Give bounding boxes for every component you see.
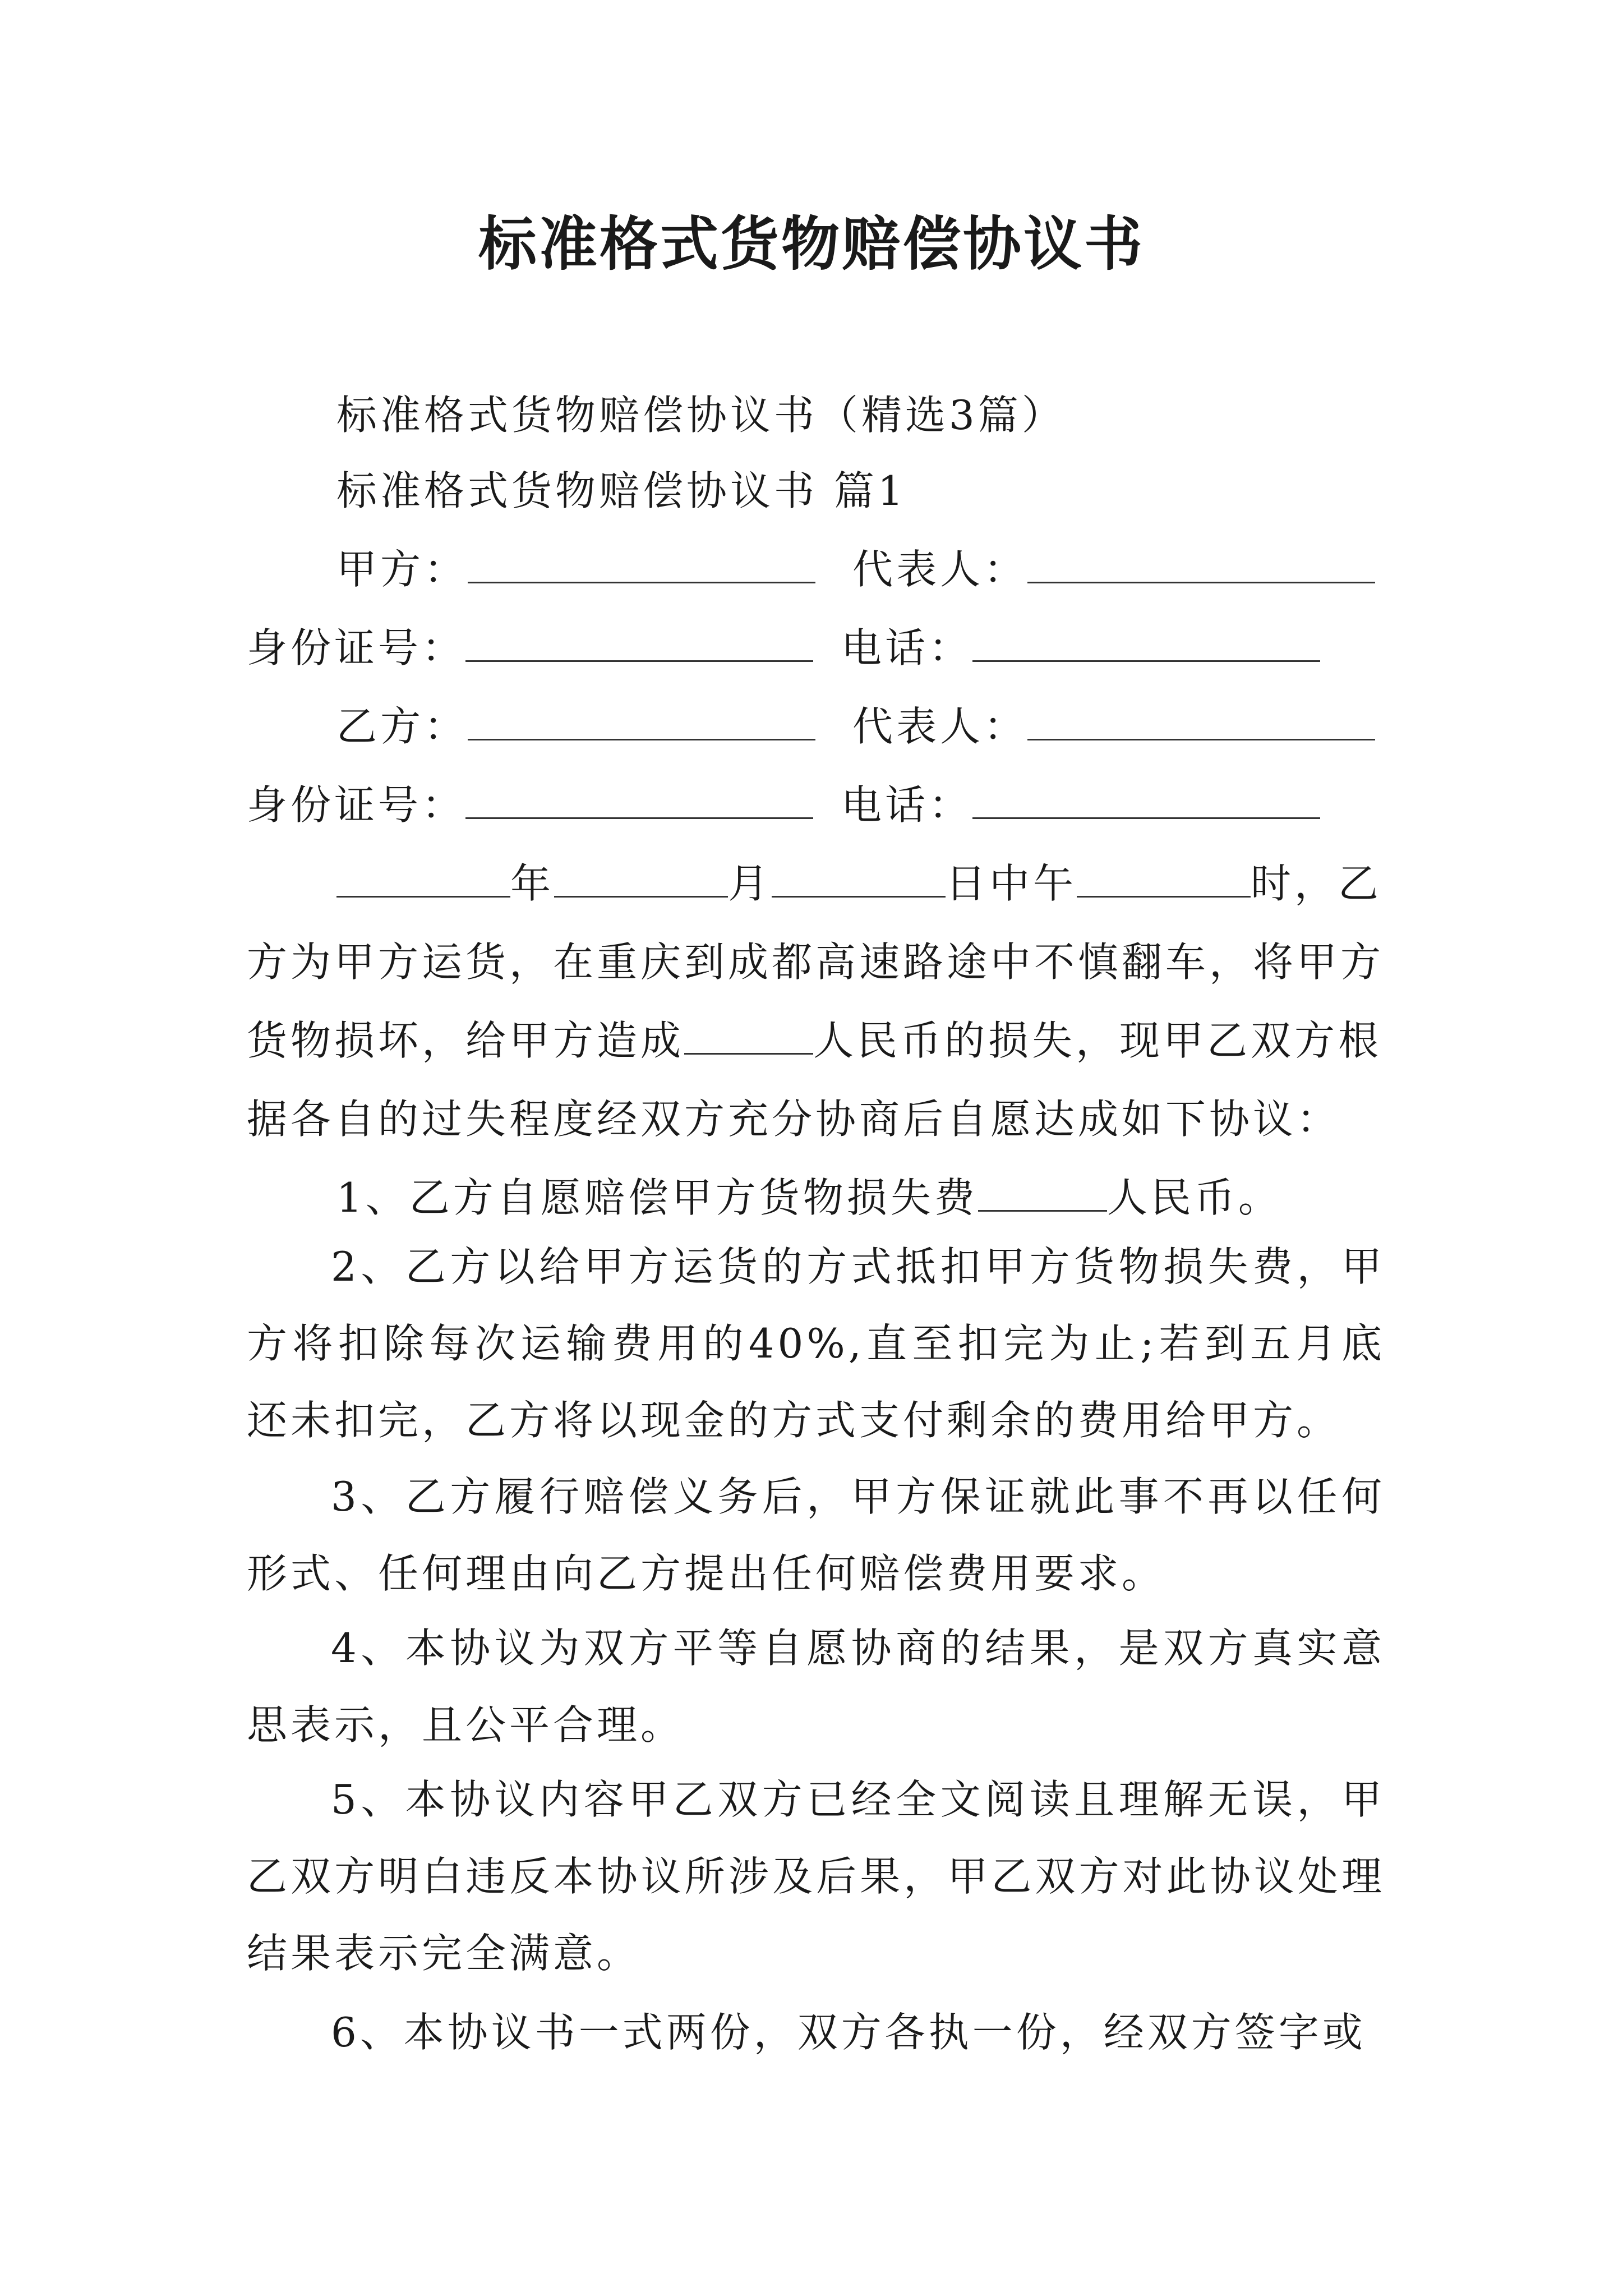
party-b-representative-label: 代表人：	[852, 703, 1028, 750]
month-blank[interactable]	[554, 861, 728, 898]
month-label: 月	[728, 860, 772, 907]
party-a-representative-row	[852, 541, 1375, 597]
clause-6	[247, 1994, 1385, 2071]
clause-1-text: 1、乙方自愿赔偿甲方货物损失费	[336, 1174, 978, 1221]
party-b-representative-blank[interactable]	[1027, 704, 1375, 740]
clause-4-text: 4、本协议为双方平等自愿协商的结果，是双方真实意思表示，且公平合理。	[247, 1625, 1385, 1749]
party-b-label: 乙方：	[336, 703, 468, 750]
day-label: 日中午	[946, 860, 1077, 907]
compensation-amount-blank[interactable]	[978, 1175, 1107, 1212]
document-subtitle: 标准格式货物赔偿协议书（精选3篇）	[336, 392, 1066, 439]
clause-3-text: 3、乙方履行赔偿义务后，甲方保证就此事不再以任何形式、任何理由向乙方提出任何赔偿费用要求。	[247, 1473, 1385, 1597]
hour-label: 时，乙	[1251, 860, 1382, 907]
day-blank[interactable]	[772, 861, 946, 898]
party-a-id-row	[247, 620, 813, 676]
party-b-blank[interactable]	[468, 704, 815, 740]
party-a-blank[interactable]	[468, 547, 815, 583]
year-label: 年	[510, 860, 555, 907]
party-b-representative-row	[852, 698, 1375, 754]
party-b-id-blank[interactable]	[465, 783, 813, 819]
incident-text-line-3	[247, 1013, 1382, 1069]
clause-5	[247, 1761, 1385, 1992]
incident-text-line-3b: 人民币的损失，现甲乙双方根	[813, 1017, 1382, 1064]
section-heading: 标准格式货物赔偿协议书 篇1	[336, 467, 907, 514]
party-a-representative-blank[interactable]	[1027, 547, 1375, 583]
party-b-id-label: 身份证号：	[247, 781, 466, 829]
clause-3	[247, 1458, 1385, 1612]
party-b-id-row	[247, 777, 813, 833]
party-a-row	[336, 541, 815, 597]
party-b-phone-blank[interactable]	[972, 783, 1320, 819]
party-a-id-label: 身份证号：	[247, 624, 466, 671]
incident-date-row	[336, 855, 1382, 912]
clause-6-text: 6、本协议书一式两份，双方各执一份，经双方签字或	[331, 2009, 1366, 2056]
party-a-label: 甲方：	[336, 546, 468, 593]
document-title: 标准格式货物赔偿协议书	[478, 209, 1145, 278]
loss-amount-blank[interactable]	[684, 1018, 813, 1055]
clause-4	[247, 1610, 1385, 1764]
incident-text-line-3a: 货物损坏，给甲方造成	[247, 1017, 685, 1064]
clause-2-text: 2、乙方以给甲方运货的方式抵扣甲方货物损失费，甲方将扣除每次运输费用的40%,直至扣完为止;若到五月底还未扣完，乙方将以现金的方式支付剩余的费用给甲方。	[247, 1243, 1385, 1444]
party-b-row	[336, 698, 815, 754]
clause-1	[336, 1170, 1282, 1226]
year-blank[interactable]	[336, 861, 510, 898]
party-a-phone-label: 电话：	[841, 624, 973, 671]
incident-text-line-4: 据各自的过失程度经双方充分协商后自愿达成如下协议：	[247, 1096, 1341, 1143]
clause-1-unit: 人民币。	[1106, 1174, 1282, 1221]
clause-2	[247, 1228, 1385, 1459]
party-a-phone-row	[841, 620, 1320, 676]
party-b-phone-label: 电话：	[841, 781, 973, 829]
clause-5-text: 5、本协议内容甲乙双方已经全文阅读且理解无误，甲乙双方明白违反本协议所涉及后果，甲乙双方对此协议处理结果表示完全满意。	[247, 1776, 1385, 1977]
party-b-phone-row	[841, 777, 1320, 833]
party-a-id-blank[interactable]	[465, 625, 813, 662]
party-a-phone-blank[interactable]	[972, 625, 1320, 662]
party-a-representative-label: 代表人：	[852, 546, 1028, 593]
hour-blank[interactable]	[1077, 861, 1251, 898]
incident-text-line-2: 方为甲方运货，在重庆到成都高速路途中不慎翻车，将甲方	[247, 938, 1385, 986]
